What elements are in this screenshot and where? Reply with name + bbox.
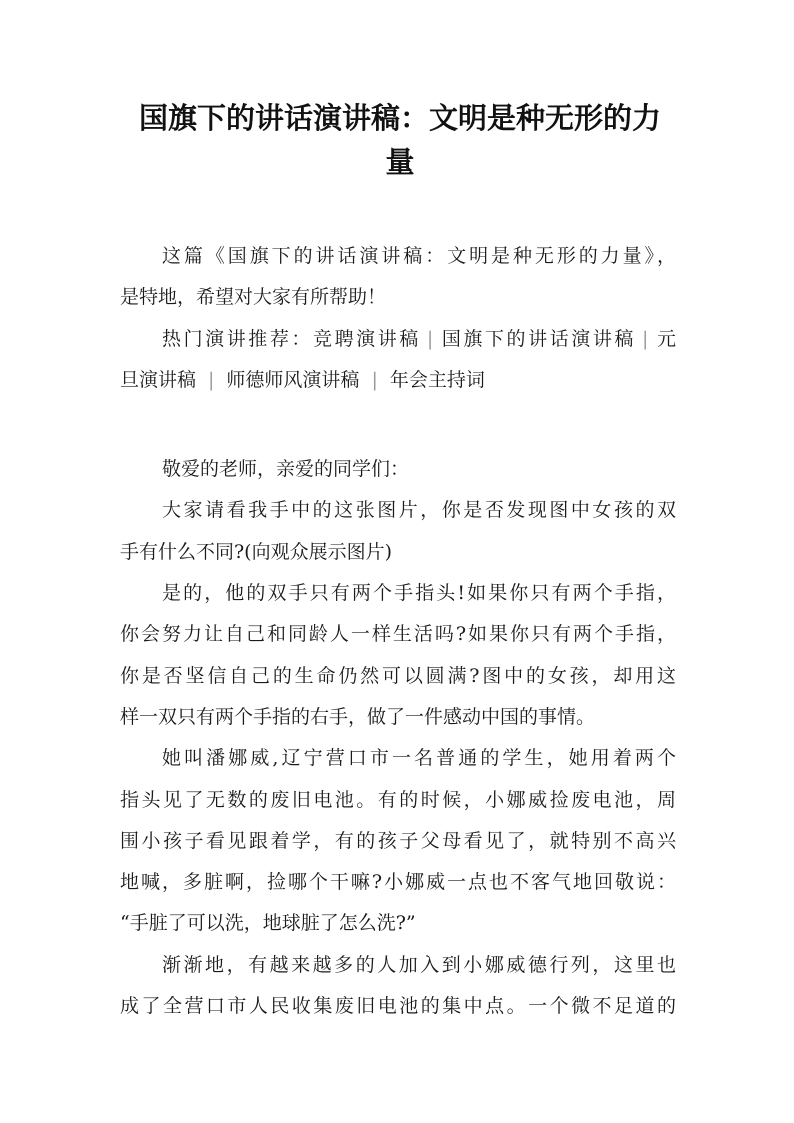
- greeting: 敬爱的老师，亲爱的同学们：: [162, 458, 410, 481]
- separator: |: [426, 327, 434, 350]
- paragraph-3-line-3: 围小孩子看见跟着学，有的孩子父母看见了，就特别不高兴: [120, 829, 676, 852]
- hot-recommendations-line-1: [120, 319, 676, 360]
- hot-recommendations-line-2: [120, 360, 676, 401]
- document-body: [120, 236, 676, 1027]
- hot-link-2[interactable]: 国旗下的讲话演讲稿: [439, 327, 636, 350]
- hot-link-4[interactable]: 师德师风演讲稿: [226, 368, 360, 391]
- hot-link-3-part2[interactable]: 旦演讲稿: [120, 368, 197, 391]
- paragraph-1-line-1: 大家请看我手中的这张图片，你是否发现图中女孩的双: [162, 499, 676, 522]
- title-line-1: 国旗下的讲话演讲稿：文明是种无形的力: [138, 101, 661, 135]
- paragraph-3-line-4: 地喊，多脏啊，捡哪个干嘛?小娜威一点也不客气地回敬说：: [120, 871, 676, 894]
- paragraph-2-line-2: 你会努力让自己和同龄人一样生活吗?如果你只有两个手指，: [120, 623, 676, 646]
- hot-link-5[interactable]: 年会主持词: [389, 368, 485, 391]
- paragraph-3-line-5: “手脏了可以洗，地球脏了怎么洗?”: [120, 912, 416, 935]
- hot-link-1[interactable]: 竞聘演讲稿: [313, 327, 421, 350]
- paragraph-1-line-2: 手有什么不同?(向观众展示图片): [120, 540, 393, 563]
- separator: |: [641, 327, 649, 350]
- intro-line-1: 这篇《国旗下的讲话演讲稿：文明是种无形的力量》，: [162, 245, 676, 267]
- paragraph-3-line-1: 她叫潘娜威,辽宁营口市一名普通的学生，她用着两个: [162, 747, 676, 770]
- hot-link-3-part1[interactable]: 元: [654, 327, 676, 350]
- intro-line-2: 是特地，希望对大家有所帮助！: [120, 286, 387, 309]
- hot-label: 热门演讲推荐：: [162, 327, 313, 350]
- paragraph-4-line-2: 成了全营口市人民收集废旧电池的集中点。一个微不足道的: [120, 995, 676, 1018]
- paragraph-3-line-2: 指头见了无数的废旧电池。有的时候，小娜威捡废电池，周: [120, 788, 676, 811]
- document-title: [120, 96, 680, 184]
- paragraph-2-line-4: 样一双只有两个手指的右手，做了一件感动中国的事情。: [120, 705, 596, 728]
- separator: |: [371, 368, 378, 391]
- title-line-2: 量: [385, 145, 415, 179]
- paragraph-2-line-1: 是的，他的双手只有两个手指头!如果你只有两个手指，: [162, 582, 676, 605]
- paragraph-2-line-3: 你是否坚信自己的生命仍然可以圆满?图中的女孩，却用这: [120, 664, 676, 687]
- separator: |: [208, 368, 215, 391]
- paragraph-4-line-1: 渐渐地，有越来越多的人加入到小娜威德行列，这里也: [162, 953, 676, 976]
